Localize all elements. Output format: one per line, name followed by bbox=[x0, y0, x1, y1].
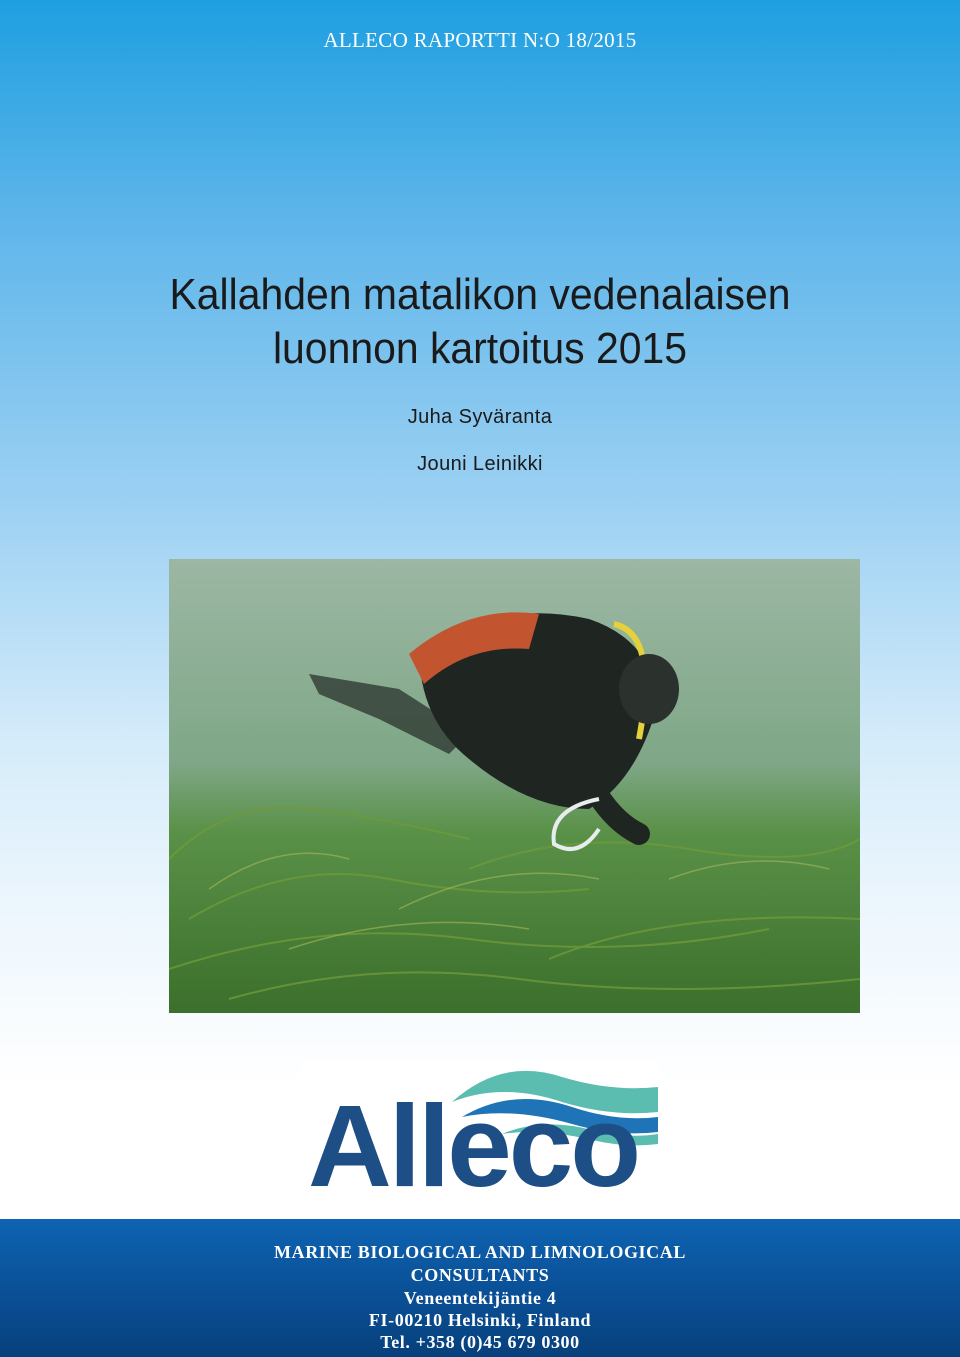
footer-phone: Tel. +358 (0)45 679 0300 bbox=[380, 1332, 580, 1352]
document-title bbox=[108, 268, 852, 376]
diver-illustration bbox=[169, 559, 860, 1013]
report-number: ALLECO RAPORTTI N:O 18/2015 bbox=[323, 28, 637, 52]
footer-tagline-2: CONSULTANTS bbox=[410, 1265, 550, 1285]
cover-photo bbox=[169, 559, 860, 1013]
logo-wordmark: Alleco bbox=[308, 1081, 639, 1211]
footer-city: FI-00210 Helsinki, Finland bbox=[368, 1310, 592, 1330]
title-line-2: luonnon kartoitus 2015 bbox=[272, 324, 688, 373]
author-2: Jouni Leinikki bbox=[417, 453, 543, 475]
footer-address: Veneentekijäntie 4 bbox=[403, 1288, 557, 1308]
author-1: Juha Syväranta bbox=[407, 406, 553, 428]
alleco-logo bbox=[302, 1062, 658, 1212]
footer-tagline-1: MARINE BIOLOGICAL AND LIMNOLOGICAL bbox=[274, 1242, 686, 1262]
title-line-1: Kallahden matalikon vedenalaisen bbox=[169, 270, 791, 319]
contact-footer bbox=[0, 1219, 960, 1357]
